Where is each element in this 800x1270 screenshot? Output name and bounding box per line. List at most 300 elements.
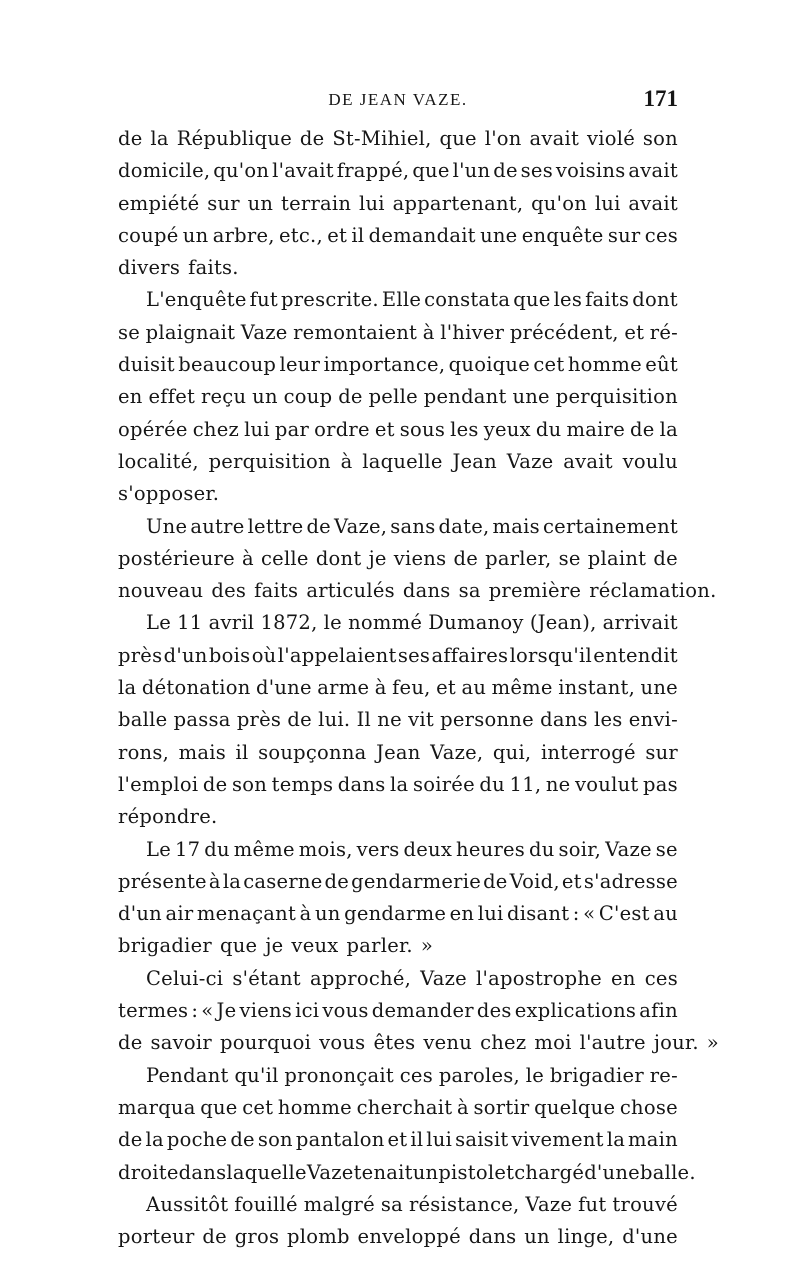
word: dont (632, 288, 678, 312)
text-line (118, 704, 678, 736)
word: vous (319, 1031, 366, 1055)
word: demander (371, 999, 474, 1023)
word: termes (118, 999, 189, 1023)
word: vivement (511, 1128, 604, 1152)
word: paroles, (438, 1063, 520, 1087)
word: nommé (348, 611, 423, 635)
word: se (558, 546, 581, 570)
word: voulut (575, 772, 639, 796)
word: de (202, 772, 228, 796)
word: gendarmerie (351, 869, 482, 893)
word: droite (118, 1160, 179, 1184)
word: se (118, 320, 141, 344)
word: un (412, 1160, 439, 1184)
word: constata (424, 288, 511, 312)
word: « (583, 902, 596, 926)
word: savoir (150, 1031, 212, 1055)
word: balle. (639, 1160, 696, 1184)
word: qu'il (234, 1063, 279, 1087)
word: beaucoup (178, 353, 277, 377)
word: enveloppé (357, 1225, 461, 1249)
word: d'un (118, 902, 162, 926)
text-line (118, 188, 678, 220)
word: une (512, 385, 550, 409)
paragraph-first-line (118, 963, 678, 995)
word: avait (628, 191, 678, 215)
text-line (118, 995, 678, 1027)
word: ces (399, 1063, 433, 1087)
word: la (118, 676, 137, 700)
word: homme (567, 353, 642, 377)
word: fut (578, 1192, 607, 1216)
word: tenait (353, 1160, 413, 1184)
word: des (211, 579, 247, 603)
text-line (118, 220, 678, 252)
word: lui (244, 417, 270, 441)
word: par (274, 417, 310, 441)
word: vers (356, 837, 400, 861)
word: un (247, 191, 274, 215)
word: » (706, 1031, 719, 1055)
word: précédent, (509, 320, 619, 344)
word: où (251, 643, 277, 667)
word: mais (492, 514, 540, 538)
word: leur (279, 353, 321, 377)
word: en (118, 385, 143, 409)
word: marqua (118, 1095, 196, 1119)
word: d'un (163, 643, 208, 667)
word: lui (359, 191, 385, 215)
word: ré- (649, 320, 678, 344)
word: de (118, 127, 143, 150)
text-line (118, 446, 678, 478)
word: lui. (318, 708, 351, 732)
word: affaires (431, 643, 509, 667)
word: (Jean), (529, 611, 597, 635)
word: homme (277, 1095, 352, 1119)
text-line (118, 349, 678, 381)
word: » (420, 934, 434, 958)
word: cherchait (356, 1095, 453, 1119)
word: et (374, 417, 395, 441)
word: et (561, 869, 582, 893)
word: menaçant (196, 902, 297, 926)
word: Void, (509, 869, 560, 893)
word: celle (260, 546, 309, 570)
text-line (118, 1092, 678, 1124)
word: deux (403, 837, 453, 861)
word: date, (438, 514, 490, 538)
text-line (118, 1124, 678, 1156)
paragraph-first-line (118, 607, 678, 639)
word: temps (271, 772, 334, 796)
word: dans (337, 772, 386, 796)
word: poche (166, 1128, 228, 1152)
word: son (257, 1128, 293, 1152)
word: de (299, 127, 325, 150)
word: articulés (306, 579, 395, 603)
word: République (176, 127, 292, 150)
word: l'apostrophe (476, 966, 602, 990)
word: bois (208, 643, 251, 667)
word: même (233, 837, 295, 861)
word: Vaze (506, 449, 554, 473)
word: plaint (587, 546, 647, 570)
word: perquisition (208, 449, 331, 473)
word: linge, (557, 1225, 615, 1249)
word: certainement (542, 514, 678, 538)
word: enquête (521, 223, 604, 247)
word: « (201, 999, 214, 1023)
word: de (653, 546, 678, 570)
word: dans (468, 1225, 517, 1249)
word: perquisition (555, 385, 678, 409)
word: de (493, 159, 518, 183)
word: à (374, 676, 387, 700)
word: il (235, 740, 249, 764)
word: passa (173, 708, 231, 732)
word: de (287, 708, 312, 732)
word: au (653, 902, 678, 926)
paragraph-first-line (118, 284, 678, 316)
word: saisit (455, 1128, 509, 1152)
word: ses (397, 643, 431, 667)
word: chez (480, 1031, 527, 1055)
word: le (525, 1063, 545, 1087)
word: que (200, 1095, 238, 1119)
paragraph-first-line (118, 511, 678, 543)
word: remontaient (293, 320, 418, 344)
word: de (630, 417, 655, 441)
word: lettre (247, 514, 304, 538)
word: autre (190, 514, 245, 538)
word: du (529, 837, 555, 861)
word: Le (146, 611, 171, 635)
word: à (340, 449, 353, 473)
text-line (118, 123, 678, 155)
word: lorsqu'il (509, 643, 592, 667)
word: voisins (555, 159, 626, 183)
word: un (182, 223, 209, 247)
text-line (118, 769, 678, 801)
word: laquelle (226, 1160, 307, 1184)
word: sans (390, 514, 436, 538)
word: envi- (628, 708, 678, 732)
word: Vaze (525, 1192, 573, 1216)
word: parler. (346, 934, 413, 958)
word: et (624, 320, 645, 344)
word: l'on (484, 127, 522, 150)
word: quelque (534, 1095, 616, 1119)
text-line (118, 898, 678, 930)
word: en (611, 966, 636, 990)
text-line (118, 317, 678, 349)
word: sa (458, 579, 481, 603)
text-line (118, 381, 678, 413)
page-number: 171 (643, 86, 678, 111)
word: Vaze (306, 1160, 354, 1184)
word: présente (118, 869, 207, 893)
word: Elle (381, 288, 422, 312)
text-line (118, 478, 678, 510)
word: à (241, 546, 254, 570)
word: pantalon (295, 1128, 385, 1152)
word: sa (380, 1192, 403, 1216)
word: rons, (118, 740, 170, 764)
word: ne (545, 772, 571, 796)
word: jour. (653, 1031, 699, 1055)
word: s'adresse (583, 869, 678, 893)
word: disant (507, 902, 570, 926)
word: fut (249, 288, 278, 312)
word: ordre (314, 417, 370, 441)
word: interrogé (540, 740, 636, 764)
word: nouveau (118, 579, 204, 603)
word: brigadier (118, 934, 212, 958)
word: résistance, (408, 1192, 520, 1216)
word: lui (594, 191, 621, 215)
word: la (145, 1128, 164, 1152)
word: de (483, 869, 508, 893)
word: : (191, 999, 199, 1023)
word: qu'on (531, 191, 588, 215)
word: localité, (118, 449, 199, 473)
word: avait (529, 127, 580, 150)
text-line (118, 930, 678, 962)
word: maire (566, 417, 625, 441)
word: viens (239, 999, 293, 1023)
word: Le (146, 837, 171, 861)
word: en (449, 902, 475, 926)
word: balle (118, 708, 168, 732)
word: cet (533, 353, 565, 377)
word: chez (192, 417, 240, 441)
word: le (323, 611, 342, 635)
word: faits (585, 288, 630, 312)
word: Vaze (420, 966, 467, 990)
text-line (118, 252, 678, 284)
word: Aussitôt (146, 1192, 229, 1216)
word: chose (619, 1095, 678, 1119)
word: vous (322, 999, 369, 1023)
word: caserne (243, 869, 323, 893)
word: son (642, 127, 678, 150)
word: les (594, 708, 623, 732)
word: à (457, 1095, 469, 1119)
word: de (306, 514, 331, 538)
word: et (436, 676, 456, 700)
word: trouvé (612, 1192, 678, 1216)
word: avril (208, 611, 255, 635)
word: je (368, 546, 387, 570)
word: que (513, 288, 551, 312)
word: réclamation. (589, 579, 717, 603)
word: afin (639, 999, 678, 1023)
word: fouillé (234, 1192, 298, 1216)
word: à (422, 320, 435, 344)
word: Il (356, 708, 372, 732)
word: heures (456, 837, 526, 861)
word: dans (178, 1160, 227, 1184)
word: voulu (622, 449, 678, 473)
word: L'enquête (146, 288, 247, 312)
word: faits (254, 579, 299, 603)
word: répondre. (118, 805, 218, 829)
word: un (524, 1225, 550, 1249)
word: Vaze, (334, 514, 388, 538)
word: sous (399, 417, 446, 441)
word: 17 (174, 837, 201, 861)
text-line (118, 155, 678, 187)
word: pas (643, 772, 678, 796)
word: même (491, 676, 553, 700)
word: Vaze (605, 837, 652, 861)
word: venu (423, 1031, 473, 1055)
word: l'un (452, 159, 491, 183)
word: de (230, 1128, 255, 1152)
running-head (118, 86, 678, 116)
word: la (150, 127, 169, 150)
paragraph-first-line (118, 1189, 678, 1221)
word: un (252, 385, 278, 409)
word: sur (207, 191, 240, 215)
word: domicile, (118, 159, 211, 183)
word: plomb (287, 1225, 350, 1249)
word: l'appelaient (277, 643, 397, 667)
word: à (208, 869, 221, 893)
running-title: DE JEAN VAZE. (328, 90, 468, 109)
word: Une (146, 514, 188, 538)
word: s'étant (232, 966, 301, 990)
word: Jean (376, 740, 421, 764)
word: l'hiver (440, 320, 505, 344)
word: il (410, 1128, 424, 1152)
word: terrain (281, 191, 352, 215)
word: Dumanoy (428, 611, 524, 635)
word: soupçonna (258, 740, 367, 764)
word: explications (514, 999, 637, 1023)
word: de (338, 385, 363, 409)
word: ces (644, 223, 678, 247)
word: divers (118, 256, 181, 280)
word: 11, (509, 772, 542, 796)
word: soir, (558, 837, 602, 861)
text-line (118, 1221, 678, 1253)
word: coup (283, 385, 333, 409)
word: Pendant (146, 1063, 229, 1087)
word: première (488, 579, 582, 603)
word: main (628, 1128, 678, 1152)
word: une (640, 676, 678, 700)
word: un (314, 902, 341, 926)
word: yeux (483, 417, 531, 441)
word: instant, (558, 676, 636, 700)
word: postérieure (118, 546, 235, 570)
word: détonation (141, 676, 251, 700)
word: dans (540, 708, 588, 732)
word: à (299, 902, 312, 926)
word: effet (148, 385, 196, 409)
word: C'est (598, 902, 650, 926)
word: les (553, 288, 583, 312)
word: se (655, 837, 678, 861)
word: dans (402, 579, 451, 603)
word: porteur (118, 1225, 195, 1249)
word: des (476, 999, 512, 1023)
word: gros (234, 1225, 280, 1249)
word: près (236, 708, 282, 732)
word: avait (563, 449, 613, 473)
paragraph-first-line (118, 1060, 678, 1092)
word: empiété (118, 191, 200, 215)
word: pendant (423, 385, 507, 409)
word: eût (645, 353, 678, 377)
word: de (118, 1128, 143, 1152)
word: soirée (412, 772, 475, 796)
word: près (118, 643, 163, 667)
text-line (118, 866, 678, 898)
word: d'une (584, 1160, 640, 1184)
text-line (118, 1027, 719, 1059)
word: sur (607, 223, 641, 247)
word: duisit (118, 353, 175, 377)
word: l'autre (579, 1031, 646, 1055)
word: Vaze (240, 320, 288, 344)
word: et (387, 1128, 408, 1152)
word: laquelle (362, 449, 443, 473)
word: Jean (452, 449, 497, 473)
text-line (118, 543, 678, 575)
word: que (439, 127, 477, 150)
word: ne (377, 708, 402, 732)
word: appartenant, (392, 191, 524, 215)
word: la (606, 1128, 626, 1152)
word: une (480, 223, 518, 247)
word: vit (408, 708, 434, 732)
word: la (659, 417, 678, 441)
word: du (204, 837, 230, 861)
text-line (118, 801, 678, 833)
word: gendarme (344, 902, 447, 926)
word: la (222, 869, 242, 893)
word: l'avait (272, 159, 334, 183)
word: du (535, 417, 562, 441)
word: il (351, 223, 365, 247)
word: êtes (373, 1031, 416, 1055)
word: : (572, 902, 580, 926)
word: opérée (118, 417, 188, 441)
word: feu, (392, 676, 431, 700)
word: dont (315, 546, 362, 570)
word: veux (291, 934, 339, 958)
word: 11 (177, 611, 203, 635)
word: arrivait (602, 611, 678, 635)
word: qui, (492, 740, 532, 764)
word: ces (644, 966, 678, 990)
word: coupé (118, 223, 179, 247)
word: cet (242, 1095, 274, 1119)
word: lui (426, 1128, 453, 1152)
word: au (461, 676, 487, 700)
word: son (231, 772, 268, 796)
word: sur (645, 740, 678, 764)
word: les (450, 417, 479, 441)
word: arme (317, 676, 370, 700)
word: de (453, 546, 479, 570)
word: ses (520, 159, 553, 183)
word: reçu (200, 385, 247, 409)
text-line (118, 575, 717, 607)
